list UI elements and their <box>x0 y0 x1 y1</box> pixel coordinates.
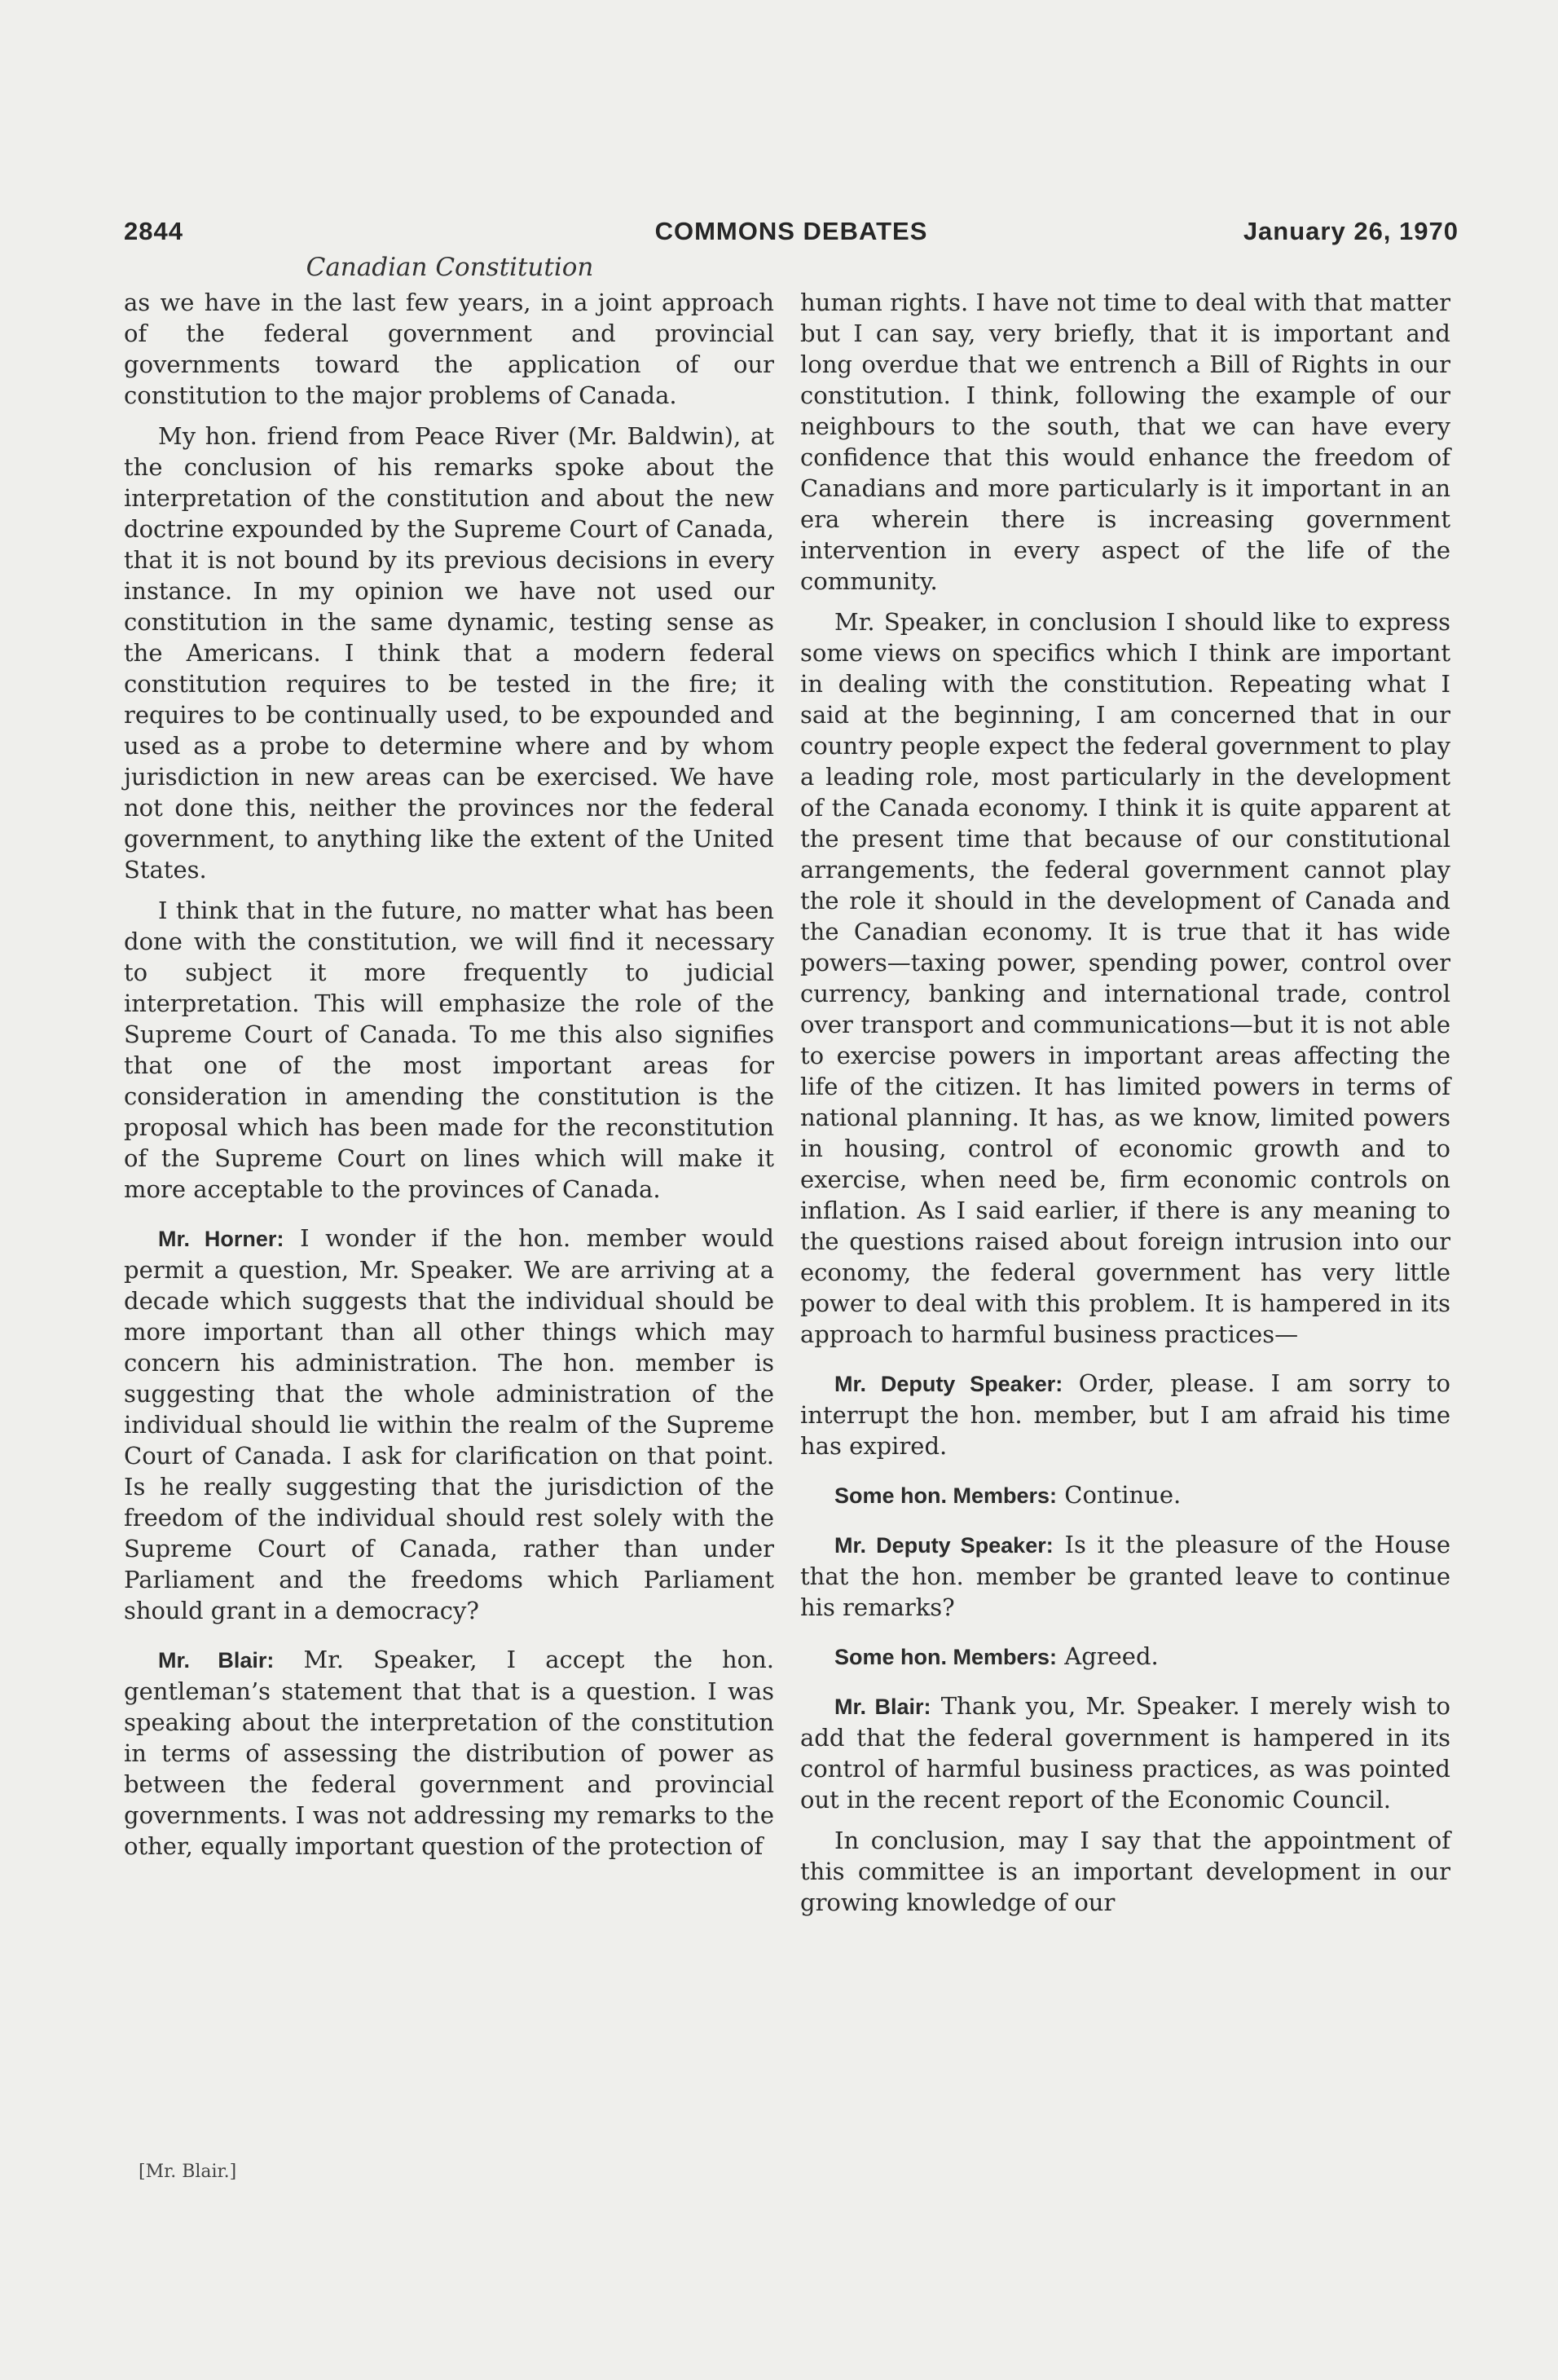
speech-text: I wonder if the hon. member would permit a question, Mr. Speaker. We are arriving at a decade which suggests that the individual should be more important than all other things which may concern his administration. The hon. member is suggesting that the whole administration of the individual should lie within the realm of the Supreme Court of Canada. I ask for clarification on that point. Is he really suggesting that the jurisdiction of the freedom of the individual should rest solely with the Supreme Court of Canada, rather than under Parliament and the freedoms which Parliament should grant in a democracy? <box>124 1224 774 1624</box>
left-column <box>124 287 774 1871</box>
speech-blair <box>800 1690 1450 1815</box>
speaker-name: Mr. Blair: <box>834 1695 931 1719</box>
speaker-name: Mr. Deputy Speaker: <box>834 1372 1063 1396</box>
speech-text: Continue. <box>1057 1481 1182 1509</box>
speech-members <box>800 1479 1450 1511</box>
speech-text: Thank you, Mr. Speaker. I merely wish to add that the federal government is hampered in its control of harmful business practices, as was pointed out in the recent report of the Economic Council. <box>800 1692 1451 1814</box>
section-subject: Canadian Constitution <box>306 253 594 282</box>
speech-blair <box>124 1644 774 1862</box>
paragraph: as we have in the last few years, in a joint approach of the federal government and provincial governments toward the application of our constitution to the major problems of Canada. <box>124 289 774 409</box>
speaker-name: Some hon. Members: <box>834 1483 1058 1508</box>
speech-text: Mr. Speaker, I accept the hon. gentleman’s statement that that is a question. I was speaking about the interpretation of the constitution in terms of assessing the distribution of power as between the federal government and provincial governments. I was not addressing my remarks to the other, equally important question of the protection of <box>124 1646 774 1860</box>
paragraph: human rights. I have not time to deal with that matter but I can say, very briefly, that it is important and long overdue that we entrench a Bill of Rights in our constitution. I think, following the example of our neighbours to the south, that we can have every confidence that this would enhance the freedom of Canadians and more particularly is it important in an era wherein there is increasing government intervention in every aspect of the life of the community. <box>800 289 1450 595</box>
speaker-footer-tag: [Mr. Blair.] <box>139 2162 237 2182</box>
speaker-name: Mr. Blair: <box>158 1648 275 1673</box>
speech-deputy-speaker <box>800 1529 1450 1623</box>
paragraph: I think that in the future, no matter what has been done with the constitution, we will find it necessary to subject it more frequently to judicial interpretation. This will emphasize the role of the Supreme Court of Canada. To me this also signifies that one of the most important areas for consideration in amending the constitution is the proposal which has been made for the reconstitution of the Supreme Court on lines which will make it more acceptable to the provinces of Canada. <box>124 897 774 1203</box>
speaker-name: Some hon. Members: <box>834 1645 1058 1669</box>
paragraph: In conclusion, may I say that the appointment of this committee is an important development in our growing knowledge of our <box>800 1827 1450 1916</box>
paragraph: Mr. Speaker, in conclusion I should like to express some views on specifics which I think are important in dealing with the constitution. Repeating what I said at the beginning, I am concerned that in our country people expect the federal government to play a leading role, most particularly in the development of the Canada economy. I think it is quite apparent at the present time that because of our constitutional arrangements, the federal government cannot play the role it should in the development of Canada and the Canadian economy. It is true that it has wide powers—taxing power, spending power, control over currency, banking and international trade, control over transport and communications—but it is not able to exercise powers in important areas affecting the life of the citizen. It has limited powers in terms of national planning. It has, as we know, limited powers in housing, control of economic growth and to exercise, when need be, firm economic controls on inflation. As I said earlier, if there is any meaning to the questions raised about foreign intrusion into our economy, the federal government has very little power to deal with this problem. It is hampered in its approach to harmful business practices— <box>800 608 1450 1348</box>
speech-text: Is it the pleasure of the House that the hon. member be granted leave to continue his remarks? <box>800 1531 1450 1621</box>
speech-deputy-speaker <box>800 1368 1450 1461</box>
speech-text: Order, please. I am sorry to interrupt the hon. member, but I am afraid his time has expired. <box>800 1369 1450 1460</box>
running-header <box>124 217 1459 249</box>
publication-date: January 26, 1970 <box>1243 217 1459 245</box>
publication-title: COMMONS DEBATES <box>654 217 928 245</box>
paragraph: My hon. friend from Peace River (Mr. Baldwin), at the conclusion of his remarks spoke about the interpretation of the constitution and about the new doctrine expounded by the Supreme Court of Canada, that it is not bound by its previous decisions in every instance. In my opinion we have not used our constitution in the same dynamic, testing sense as the Americans. I think that a modern federal constitution requires to be tested in the fire; it requires to be continually used, to be expounded and used as a probe to determine where and by whom jurisdiction in new areas can be exercised. We have not done this, neither the provinces nor the federal government, to anything like the extent of the United States. <box>124 422 774 884</box>
speech-members <box>800 1641 1450 1673</box>
speech-text: Agreed. <box>1057 1642 1159 1670</box>
page-number: 2844 <box>124 217 183 245</box>
speaker-name: Mr. Horner: <box>158 1227 284 1251</box>
right-column <box>800 287 1450 1928</box>
speech-horner <box>124 1223 774 1626</box>
speaker-name: Mr. Deputy Speaker: <box>834 1533 1054 1558</box>
